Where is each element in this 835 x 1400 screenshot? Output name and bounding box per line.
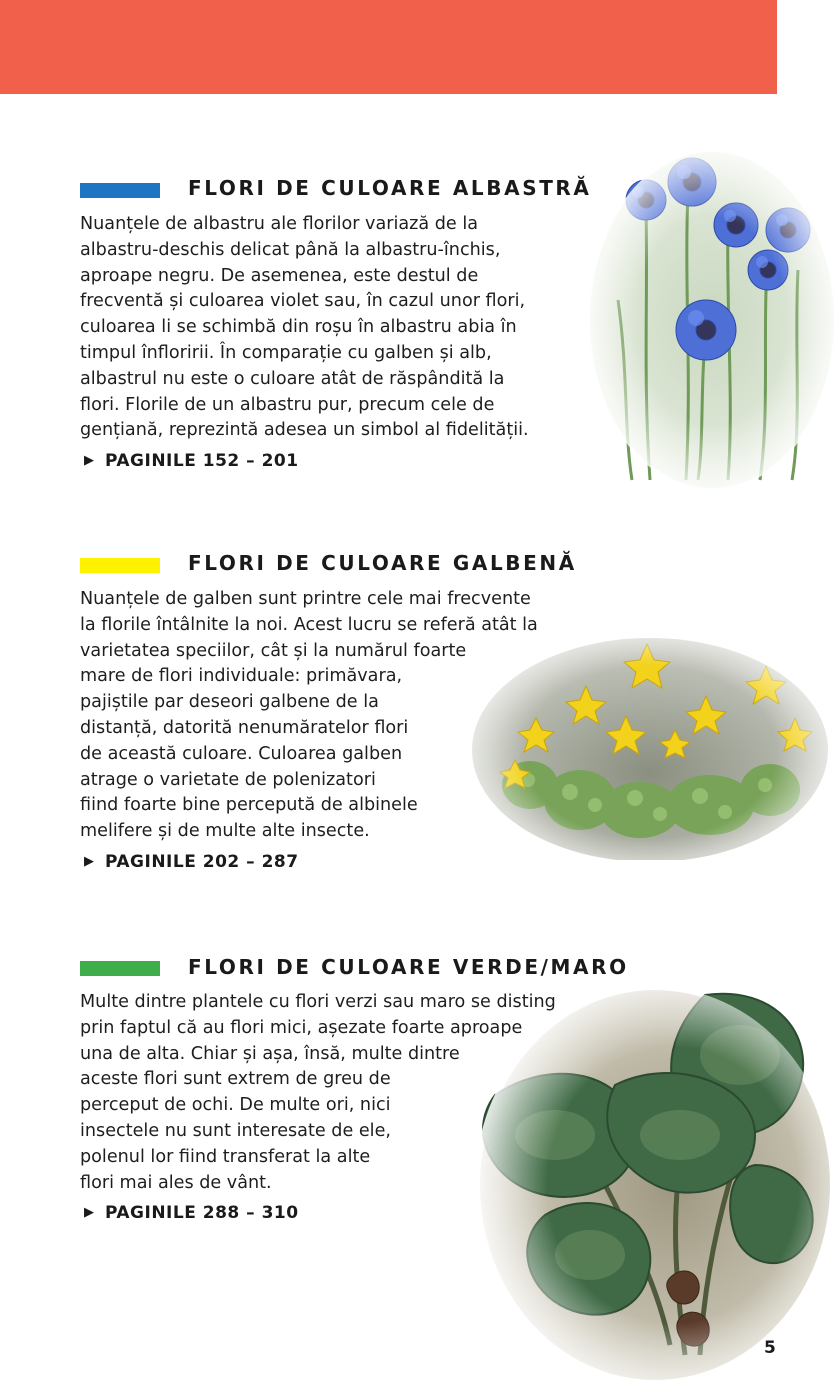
page-reference: [84, 1203, 299, 1223]
section-body: [80, 212, 529, 444]
green-color-bar: [80, 961, 160, 976]
yellow-color-bar: [80, 558, 160, 573]
text-line: pajiștile par deseori galbene de la: [80, 692, 379, 713]
text-line: frecventă și culoarea violet sau, în cazul unor flori,: [80, 291, 526, 312]
text-line: insectele nu sunt interesate de ele,: [80, 1120, 391, 1141]
text-line: distanță, datorită nenumăratelor flori: [80, 717, 409, 738]
section-heading: FLORI DE CULOARE GALBENĂ: [188, 551, 577, 575]
section-body: [80, 587, 538, 845]
text-line: Nuanțele de galben sunt printre cele mai frecvente: [80, 589, 531, 609]
section-heading: FLORI DE CULOARE VERDE/MARO: [188, 955, 629, 979]
text-line: polenul lor fiind transferat la alte: [80, 1146, 371, 1167]
text-line: la florile întâlnite la noi. Acest lucru se referă atât la: [80, 614, 538, 635]
text-line: perceput de ochi. De multe ori, nici: [80, 1095, 391, 1116]
page-reference-label: PAGINILE 288 – 310: [105, 1203, 299, 1223]
text-line: mare de flori individuale: primăvara,: [80, 666, 403, 687]
text-line: aceste flori sunt extrem de greu de: [80, 1069, 391, 1090]
text-line: gențiană, reprezintă adesea un simbol al fidelității.: [80, 420, 529, 441]
text-line: flori mai ales de vânt.: [80, 1172, 272, 1193]
text-line: timpul înfloririi. În comparație cu galben și alb,: [80, 342, 492, 363]
triangle-right-icon: ▶: [84, 453, 95, 468]
text-line: flori. Florile de un albastru pur, precum cele de: [80, 394, 495, 415]
top-color-band: [0, 0, 777, 94]
page-reference: [84, 451, 299, 471]
blue-color-bar: [80, 183, 160, 198]
text-line: albastru-deschis delicat până la albastru-închis,: [80, 239, 501, 260]
page-reference: [84, 852, 299, 872]
text-line: una de alta. Chiar și așa, însă, multe dintre: [80, 1043, 460, 1064]
page-number: 5: [764, 1338, 776, 1358]
page-reference-label: PAGINILE 202 – 287: [105, 852, 299, 872]
text-line: varietatea speciilor, cât și la numărul foarte: [80, 640, 467, 661]
text-line: culoarea li se schimbă din roșu în albastru abia în: [80, 317, 517, 338]
section-body: [80, 990, 556, 1196]
text-line: Nuanțele de albastru ale florilor variază de la: [80, 214, 479, 234]
triangle-right-icon: ▶: [84, 854, 95, 869]
text-line: Multe dintre plantele cu flori verzi sau maro se disting: [80, 992, 556, 1012]
page-reference-label: PAGINILE 152 – 201: [105, 451, 299, 471]
text-line: albastrul nu este o culoare atât de răspândită la: [80, 368, 505, 389]
text-line: aproape negru. De asemenea, este destul de: [80, 265, 479, 286]
text-line: de această culoare. Culoarea galben: [80, 743, 403, 764]
text-line: atrage o varietate de polenizatori: [80, 769, 376, 790]
triangle-right-icon: ▶: [84, 1205, 95, 1220]
text-line: melifere și de multe alte insecte.: [80, 821, 370, 842]
section-heading: FLORI DE CULOARE ALBASTRĂ: [188, 176, 592, 200]
cornflower-photo: [588, 150, 835, 490]
text-line: prin faptul că au flori mici, așezate foarte aproape: [80, 1017, 523, 1038]
text-line: fiind foarte bine percepută de albinele: [80, 795, 418, 816]
